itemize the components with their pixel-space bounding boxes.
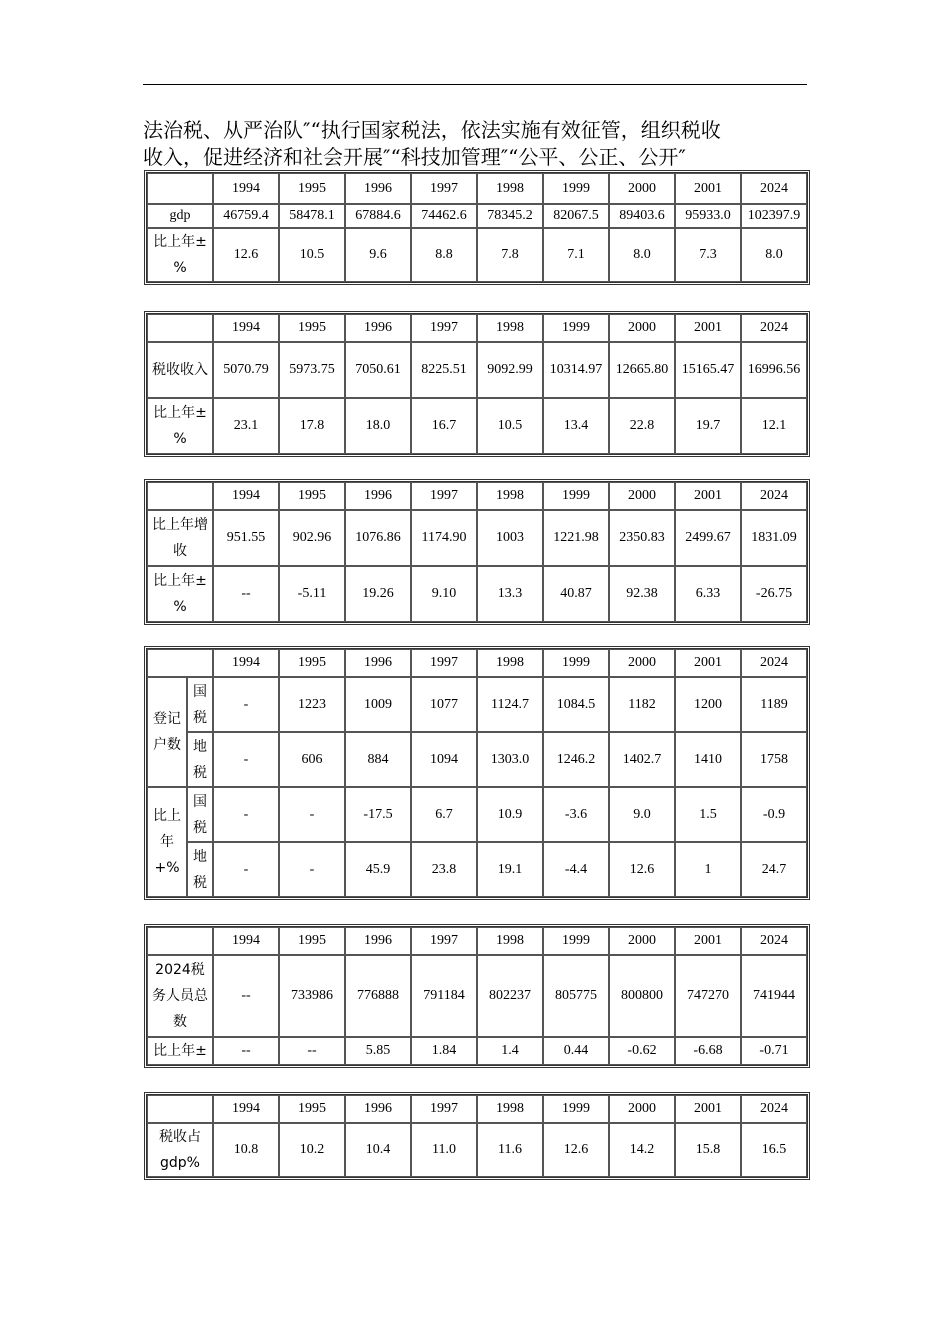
value-cell: 6.33 bbox=[675, 566, 741, 622]
sub-label-dishui: 地税 bbox=[187, 842, 213, 897]
value-cell: 9.6 bbox=[345, 228, 411, 282]
row-label: gdp bbox=[147, 204, 213, 228]
year-cell: 1994 bbox=[213, 927, 279, 955]
value-cell: 1831.09 bbox=[741, 510, 807, 566]
value-cell: 10.5 bbox=[279, 228, 345, 282]
value-cell: 10.4 bbox=[345, 1123, 411, 1177]
registered-households-table bbox=[144, 646, 810, 900]
value-cell: -- bbox=[213, 1037, 279, 1065]
value-cell: 805775 bbox=[543, 955, 609, 1037]
table-row bbox=[147, 1037, 807, 1065]
table-row bbox=[147, 228, 807, 282]
value-cell: - bbox=[213, 842, 279, 897]
value-cell: 5.85 bbox=[345, 1037, 411, 1065]
value-cell: -5.11 bbox=[279, 566, 345, 622]
value-cell: 17.8 bbox=[279, 398, 345, 454]
value-cell: 1189 bbox=[741, 677, 807, 732]
value-cell: 1124.7 bbox=[477, 677, 543, 732]
corner-cell bbox=[147, 649, 213, 677]
value-cell: -3.6 bbox=[543, 787, 609, 842]
year-cell: 2000 bbox=[609, 927, 675, 955]
value-cell: 92.38 bbox=[609, 566, 675, 622]
value-cell: 58478.1 bbox=[279, 204, 345, 228]
value-cell: 46759.4 bbox=[213, 204, 279, 228]
year-cell: 2024 bbox=[741, 314, 807, 342]
value-cell: 733986 bbox=[279, 955, 345, 1037]
year-cell: 2001 bbox=[675, 173, 741, 204]
year-cell: 2024 bbox=[741, 1095, 807, 1123]
year-cell: 1994 bbox=[213, 1095, 279, 1123]
year-cell: 1994 bbox=[213, 482, 279, 510]
year-cell: 1996 bbox=[345, 482, 411, 510]
value-cell: -- bbox=[213, 566, 279, 622]
year-cell: 2000 bbox=[609, 649, 675, 677]
value-cell: 45.9 bbox=[345, 842, 411, 897]
value-cell: 89403.6 bbox=[609, 204, 675, 228]
year-cell: 1999 bbox=[543, 1095, 609, 1123]
value-cell: 15165.47 bbox=[675, 342, 741, 398]
value-cell: -26.75 bbox=[741, 566, 807, 622]
year-cell: 2000 bbox=[609, 482, 675, 510]
year-cell: 1999 bbox=[543, 649, 609, 677]
value-cell: 18.0 bbox=[345, 398, 411, 454]
sub-label-guoshui: 国税 bbox=[187, 787, 213, 842]
value-cell: 9092.99 bbox=[477, 342, 543, 398]
sub-label-guoshui: 国税 bbox=[187, 677, 213, 732]
table-row bbox=[147, 1123, 807, 1177]
value-cell: 7.3 bbox=[675, 228, 741, 282]
sub-label-dishui: 地税 bbox=[187, 732, 213, 787]
year-cell: 1998 bbox=[477, 314, 543, 342]
value-cell: 1 bbox=[675, 842, 741, 897]
value-cell: 13.4 bbox=[543, 398, 609, 454]
value-cell: 16996.56 bbox=[741, 342, 807, 398]
year-cell: 1997 bbox=[411, 927, 477, 955]
value-cell: 1246.2 bbox=[543, 732, 609, 787]
intro-paragraph bbox=[143, 117, 823, 171]
year-cell: 1998 bbox=[477, 173, 543, 204]
value-cell: 16.5 bbox=[741, 1123, 807, 1177]
value-cell: 1221.98 bbox=[543, 510, 609, 566]
year-cell: 1997 bbox=[411, 649, 477, 677]
year-cell: 2001 bbox=[675, 482, 741, 510]
value-cell: 8.8 bbox=[411, 228, 477, 282]
row-label: 比上年±% bbox=[147, 228, 213, 282]
header-rule bbox=[143, 84, 807, 85]
value-cell: - bbox=[213, 677, 279, 732]
intro-line-1: 法治税、从严治队″“执行国家税法，依法实施有效征管，组织税收 bbox=[143, 118, 721, 142]
year-cell: 1995 bbox=[279, 649, 345, 677]
value-cell: 7.1 bbox=[543, 228, 609, 282]
value-cell: 82067.5 bbox=[543, 204, 609, 228]
value-cell: -6.68 bbox=[675, 1037, 741, 1065]
year-header-row bbox=[147, 482, 807, 510]
year-cell: 1999 bbox=[543, 314, 609, 342]
value-cell: 14.2 bbox=[609, 1123, 675, 1177]
year-cell: 2001 bbox=[675, 649, 741, 677]
value-cell: 1402.7 bbox=[609, 732, 675, 787]
year-cell: 1997 bbox=[411, 314, 477, 342]
gdp-table bbox=[144, 170, 810, 285]
year-header-row bbox=[147, 173, 807, 204]
year-cell: 1996 bbox=[345, 649, 411, 677]
value-cell: 951.55 bbox=[213, 510, 279, 566]
value-cell: 19.7 bbox=[675, 398, 741, 454]
value-cell: 24.7 bbox=[741, 842, 807, 897]
row-label: 比上年± bbox=[147, 1037, 213, 1065]
value-cell: 10.8 bbox=[213, 1123, 279, 1177]
value-cell: - bbox=[213, 787, 279, 842]
year-cell: 1997 bbox=[411, 1095, 477, 1123]
intro-line-2: 收入，促进经济和社会开展″“科技加管理″“公平、公正、公开″ bbox=[143, 145, 686, 169]
year-cell: 1999 bbox=[543, 482, 609, 510]
value-cell: 2499.67 bbox=[675, 510, 741, 566]
value-cell: 741944 bbox=[741, 955, 807, 1037]
year-cell: 1998 bbox=[477, 927, 543, 955]
value-cell: -0.62 bbox=[609, 1037, 675, 1065]
value-cell: 12665.80 bbox=[609, 342, 675, 398]
corner-cell bbox=[147, 173, 213, 204]
value-cell: 802237 bbox=[477, 955, 543, 1037]
value-cell: 6.7 bbox=[411, 787, 477, 842]
corner-cell bbox=[147, 927, 213, 955]
year-cell: 2001 bbox=[675, 927, 741, 955]
revenue-increase-table bbox=[144, 479, 810, 625]
year-cell: 1995 bbox=[279, 1095, 345, 1123]
value-cell: 78345.2 bbox=[477, 204, 543, 228]
value-cell: 791184 bbox=[411, 955, 477, 1037]
value-cell: 10.9 bbox=[477, 787, 543, 842]
year-cell: 1995 bbox=[279, 927, 345, 955]
corner-cell bbox=[147, 314, 213, 342]
table-row bbox=[147, 842, 807, 897]
value-cell: -0.71 bbox=[741, 1037, 807, 1065]
row-label: 2024税务人员总数 bbox=[147, 955, 213, 1037]
value-cell: 11.0 bbox=[411, 1123, 477, 1177]
row-label: 比上年±% bbox=[147, 398, 213, 454]
row-label: 税收收入 bbox=[147, 342, 213, 398]
row-label: 税收占gdp% bbox=[147, 1123, 213, 1177]
year-cell: 1994 bbox=[213, 314, 279, 342]
year-cell: 2024 bbox=[741, 173, 807, 204]
value-cell: 606 bbox=[279, 732, 345, 787]
value-cell: 1.4 bbox=[477, 1037, 543, 1065]
row-label: 比上年±% bbox=[147, 566, 213, 622]
value-cell: 9.10 bbox=[411, 566, 477, 622]
value-cell: 902.96 bbox=[279, 510, 345, 566]
group-label-registered: 登记户数 bbox=[147, 677, 187, 787]
value-cell: -17.5 bbox=[345, 787, 411, 842]
corner-cell bbox=[147, 482, 213, 510]
value-cell: - bbox=[213, 732, 279, 787]
year-cell: 2000 bbox=[609, 1095, 675, 1123]
value-cell: 8.0 bbox=[609, 228, 675, 282]
value-cell: 22.8 bbox=[609, 398, 675, 454]
year-cell: 1996 bbox=[345, 927, 411, 955]
year-header-row bbox=[147, 314, 807, 342]
row-label: 比上年增收 bbox=[147, 510, 213, 566]
value-cell: 1758 bbox=[741, 732, 807, 787]
year-cell: 1996 bbox=[345, 314, 411, 342]
corner-cell bbox=[147, 1095, 213, 1123]
tax-share-gdp-table bbox=[144, 1092, 810, 1180]
value-cell: 23.1 bbox=[213, 398, 279, 454]
value-cell: 12.6 bbox=[543, 1123, 609, 1177]
value-cell: 19.26 bbox=[345, 566, 411, 622]
tax-staff-table bbox=[144, 924, 810, 1068]
value-cell: 1174.90 bbox=[411, 510, 477, 566]
table-row bbox=[147, 955, 807, 1037]
value-cell: 776888 bbox=[345, 955, 411, 1037]
year-header-row bbox=[147, 927, 807, 955]
value-cell: 9.0 bbox=[609, 787, 675, 842]
value-cell: 1410 bbox=[675, 732, 741, 787]
value-cell: -4.4 bbox=[543, 842, 609, 897]
value-cell: 1223 bbox=[279, 677, 345, 732]
value-cell: -- bbox=[279, 1037, 345, 1065]
value-cell: 1303.0 bbox=[477, 732, 543, 787]
table-row bbox=[147, 398, 807, 454]
value-cell: 1077 bbox=[411, 677, 477, 732]
value-cell: 1003 bbox=[477, 510, 543, 566]
tax-revenue-table bbox=[144, 311, 810, 457]
year-cell: 1994 bbox=[213, 649, 279, 677]
year-cell: 1999 bbox=[543, 173, 609, 204]
value-cell: 12.6 bbox=[609, 842, 675, 897]
value-cell: 1.5 bbox=[675, 787, 741, 842]
year-header-row bbox=[147, 649, 807, 677]
year-cell: 2024 bbox=[741, 927, 807, 955]
value-cell: 10314.97 bbox=[543, 342, 609, 398]
value-cell: 800800 bbox=[609, 955, 675, 1037]
value-cell: 884 bbox=[345, 732, 411, 787]
value-cell: 40.87 bbox=[543, 566, 609, 622]
year-cell: 1997 bbox=[411, 482, 477, 510]
value-cell: 16.7 bbox=[411, 398, 477, 454]
year-cell: 1995 bbox=[279, 482, 345, 510]
value-cell: 7.8 bbox=[477, 228, 543, 282]
table-row bbox=[147, 732, 807, 787]
value-cell: 12.1 bbox=[741, 398, 807, 454]
value-cell: 2350.83 bbox=[609, 510, 675, 566]
value-cell: 15.8 bbox=[675, 1123, 741, 1177]
year-cell: 1996 bbox=[345, 1095, 411, 1123]
value-cell: 10.5 bbox=[477, 398, 543, 454]
value-cell: 11.6 bbox=[477, 1123, 543, 1177]
table-row bbox=[147, 510, 807, 566]
year-cell: 2024 bbox=[741, 649, 807, 677]
value-cell: 10.2 bbox=[279, 1123, 345, 1177]
year-cell: 1995 bbox=[279, 173, 345, 204]
year-cell: 2001 bbox=[675, 314, 741, 342]
value-cell: 1084.5 bbox=[543, 677, 609, 732]
value-cell: 12.6 bbox=[213, 228, 279, 282]
year-cell: 2001 bbox=[675, 1095, 741, 1123]
value-cell: 19.1 bbox=[477, 842, 543, 897]
value-cell: 95933.0 bbox=[675, 204, 741, 228]
year-cell: 1994 bbox=[213, 173, 279, 204]
year-cell: 2000 bbox=[609, 314, 675, 342]
value-cell: 74462.6 bbox=[411, 204, 477, 228]
value-cell: 102397.9 bbox=[741, 204, 807, 228]
value-cell: 1009 bbox=[345, 677, 411, 732]
year-cell: 1998 bbox=[477, 482, 543, 510]
value-cell: 1182 bbox=[609, 677, 675, 732]
value-cell: 8.0 bbox=[741, 228, 807, 282]
value-cell: 1094 bbox=[411, 732, 477, 787]
value-cell: - bbox=[279, 787, 345, 842]
value-cell: 1200 bbox=[675, 677, 741, 732]
year-cell: 2000 bbox=[609, 173, 675, 204]
value-cell: 5070.79 bbox=[213, 342, 279, 398]
value-cell: -- bbox=[213, 955, 279, 1037]
table-row bbox=[147, 677, 807, 732]
group-label-change: 比上年+% bbox=[147, 787, 187, 897]
year-cell: 1999 bbox=[543, 927, 609, 955]
table-row bbox=[147, 342, 807, 398]
value-cell: 747270 bbox=[675, 955, 741, 1037]
table-row bbox=[147, 787, 807, 842]
year-cell: 2024 bbox=[741, 482, 807, 510]
value-cell: 7050.61 bbox=[345, 342, 411, 398]
table-row bbox=[147, 566, 807, 622]
value-cell: 5973.75 bbox=[279, 342, 345, 398]
value-cell: - bbox=[279, 842, 345, 897]
year-cell: 1996 bbox=[345, 173, 411, 204]
year-header-row bbox=[147, 1095, 807, 1123]
year-cell: 1998 bbox=[477, 1095, 543, 1123]
value-cell: 67884.6 bbox=[345, 204, 411, 228]
value-cell: -0.9 bbox=[741, 787, 807, 842]
table-row bbox=[147, 204, 807, 228]
value-cell: 8225.51 bbox=[411, 342, 477, 398]
year-cell: 1998 bbox=[477, 649, 543, 677]
value-cell: 13.3 bbox=[477, 566, 543, 622]
value-cell: 23.8 bbox=[411, 842, 477, 897]
value-cell: 1.84 bbox=[411, 1037, 477, 1065]
value-cell: 0.44 bbox=[543, 1037, 609, 1065]
year-cell: 1997 bbox=[411, 173, 477, 204]
year-cell: 1995 bbox=[279, 314, 345, 342]
value-cell: 1076.86 bbox=[345, 510, 411, 566]
